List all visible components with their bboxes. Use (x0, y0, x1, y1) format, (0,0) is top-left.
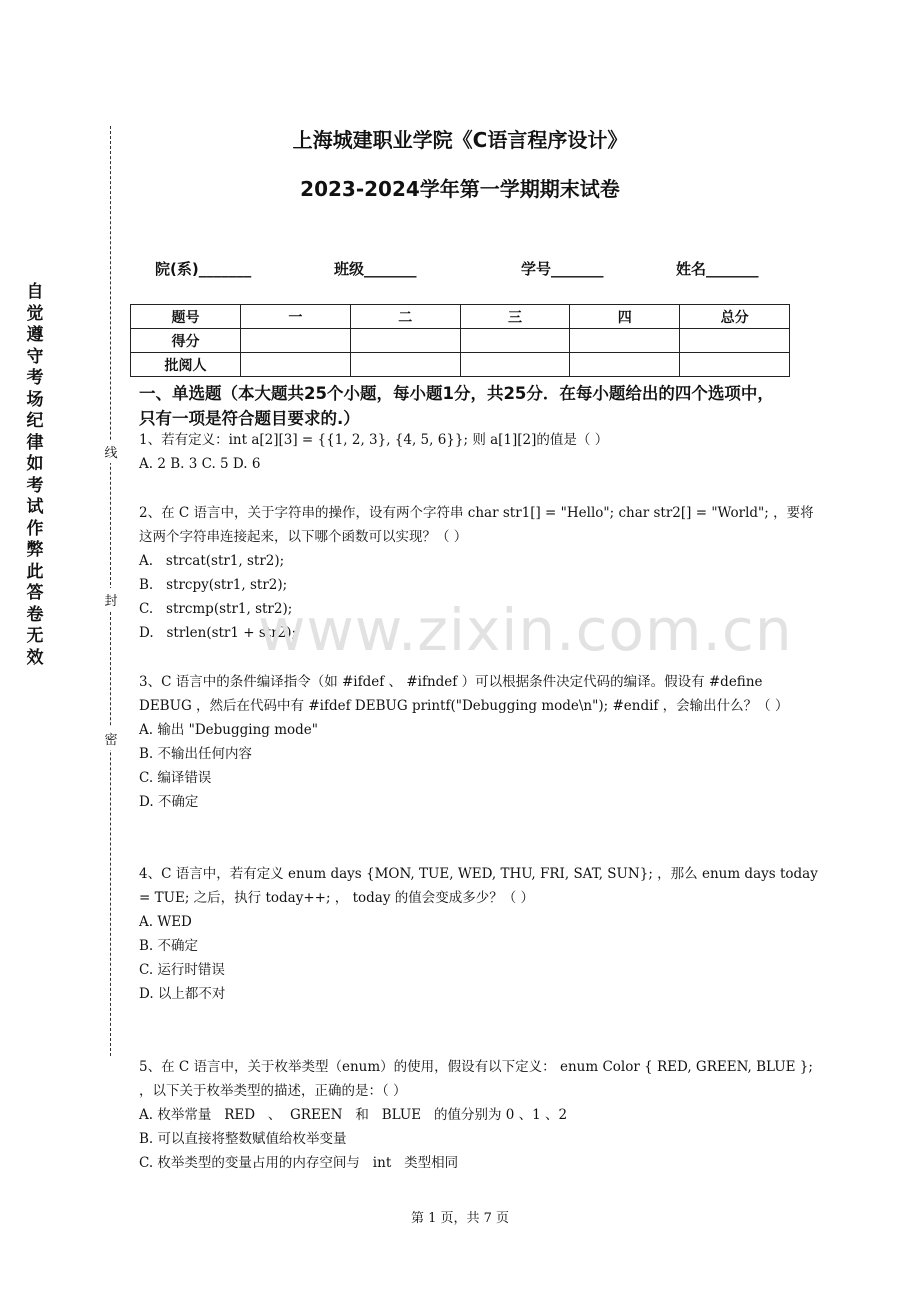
table-cell: 题号 (131, 305, 241, 329)
margin-mark-seal: 封 (103, 588, 119, 611)
margin-mark-line: 线 (103, 440, 119, 463)
table-cell: 批阅人 (131, 353, 241, 377)
question-4 (139, 862, 819, 1006)
exam-title-line2: 2023-2024学年第一学期期末试卷 (300, 177, 620, 201)
question-5 (139, 1055, 819, 1175)
question-option: D. strlen(str1 + str2); (139, 625, 297, 641)
question-option: B. strcpy(str1, str2); (139, 577, 288, 593)
question-stem: 2、在 C 语言中，关于字符串的操作，设有两个字符串 char str1[] = "Hello"; char str2[] = "World"; ，要将这两个字符串连接起来，以下哪个函数可以实现？（ ） (139, 505, 814, 545)
table-cell (350, 353, 460, 377)
table-cell: 一 (241, 305, 351, 329)
exam-title-line1: 上海城建职业学院《C语言程序设计》 (292, 128, 628, 152)
score-table-reviewer-row (131, 353, 790, 377)
question-option: C. 运行时错误 (139, 962, 225, 978)
question-option: A. 2 B. 3 C. 5 D. 6 (139, 456, 261, 472)
vertical-exam-discipline-note: 自觉遵守考场纪律如考试作弊此答卷无效 (26, 282, 44, 668)
table-cell: 得分 (131, 329, 241, 353)
question-option: B. 可以直接将整数赋值给枚举变量 (139, 1131, 347, 1147)
watermark: www.zixin.com.cn (258, 596, 793, 664)
class-field: 班级_______ (334, 260, 417, 278)
table-cell (241, 353, 351, 377)
question-option: C. 编译错误 (139, 770, 212, 786)
name-field: 姓名_______ (676, 260, 759, 278)
question-3 (139, 670, 819, 814)
question-1 (139, 428, 819, 476)
question-option: A. 枚举常量 RED 、 GREEN 和 BLUE 的值分别为 0 、1 、2 (139, 1107, 568, 1123)
table-cell: 总分 (680, 305, 790, 329)
table-cell (460, 329, 570, 353)
table-cell: 四 (570, 305, 680, 329)
department-field: 院(系)_______ (155, 260, 252, 278)
score-table-score-row (131, 329, 790, 353)
score-table-header-row (131, 305, 790, 329)
question-option: C. strcmp(str1, str2); (139, 601, 293, 617)
question-stem: 3、C 语言中的条件编译指令（如 #ifdef 、 #ifndef ）可以根据条件决定代码的编译。假设有 #define DEBUG ，然后在代码中有 #ifdef DEBUG printf("Debugging mode\n"); #endif ，会输出什么？（ ） (139, 674, 789, 714)
margin-mark-secret: 密 (103, 727, 119, 750)
question-option: A. strcat(str1, str2); (139, 553, 285, 569)
question-option: D. 不确定 (139, 794, 199, 810)
table-cell (570, 329, 680, 353)
question-stem: 1、若有定义：int a[2][3] = {{1, 2, 3}, {4, 5, 6}}; 则 a[1][2]的值是（ ） (139, 432, 609, 448)
table-cell: 二 (350, 305, 460, 329)
table-cell: 三 (460, 305, 570, 329)
table-cell (460, 353, 570, 377)
table-cell (680, 353, 790, 377)
question-option: D. 以上都不对 (139, 986, 226, 1002)
table-cell (350, 329, 460, 353)
student-id-field: 学号_______ (521, 260, 604, 278)
question-stem: 5、在 C 语言中，关于枚举类型（enum）的使用，假设有以下定义： enum Color { RED, GREEN, BLUE }; ，以下关于枚举类型的描述，正确的是：（ ） (139, 1059, 813, 1099)
score-table (130, 304, 790, 377)
page-footer: 第 1 页，共 7 页 (410, 1211, 510, 1226)
table-cell (680, 329, 790, 353)
question-option: A. 输出 "Debugging mode" (139, 722, 318, 738)
question-stem: 4、C 语言中，若有定义 enum days {MON, TUE, WED, THU, FRI, SAT, SUN}; ，那么 enum days today = TUE; 之后，执行 today++; ， today 的值会变成多少？（ ） (139, 866, 818, 906)
question-option: C. 枚举类型的变量占用的内存空间与 int 类型相同 (139, 1155, 459, 1171)
section-heading: 一、单选题（本大题共25个小题，每小题1分，共25分．在每小题给出的四个选项中，只有一项是符合题目要求的.） (139, 384, 774, 428)
question-option: B. 不输出任何内容 (139, 746, 253, 762)
table-cell (570, 353, 680, 377)
question-option: A. WED (139, 914, 192, 930)
question-option: B. 不确定 (139, 938, 199, 954)
table-cell (241, 329, 351, 353)
